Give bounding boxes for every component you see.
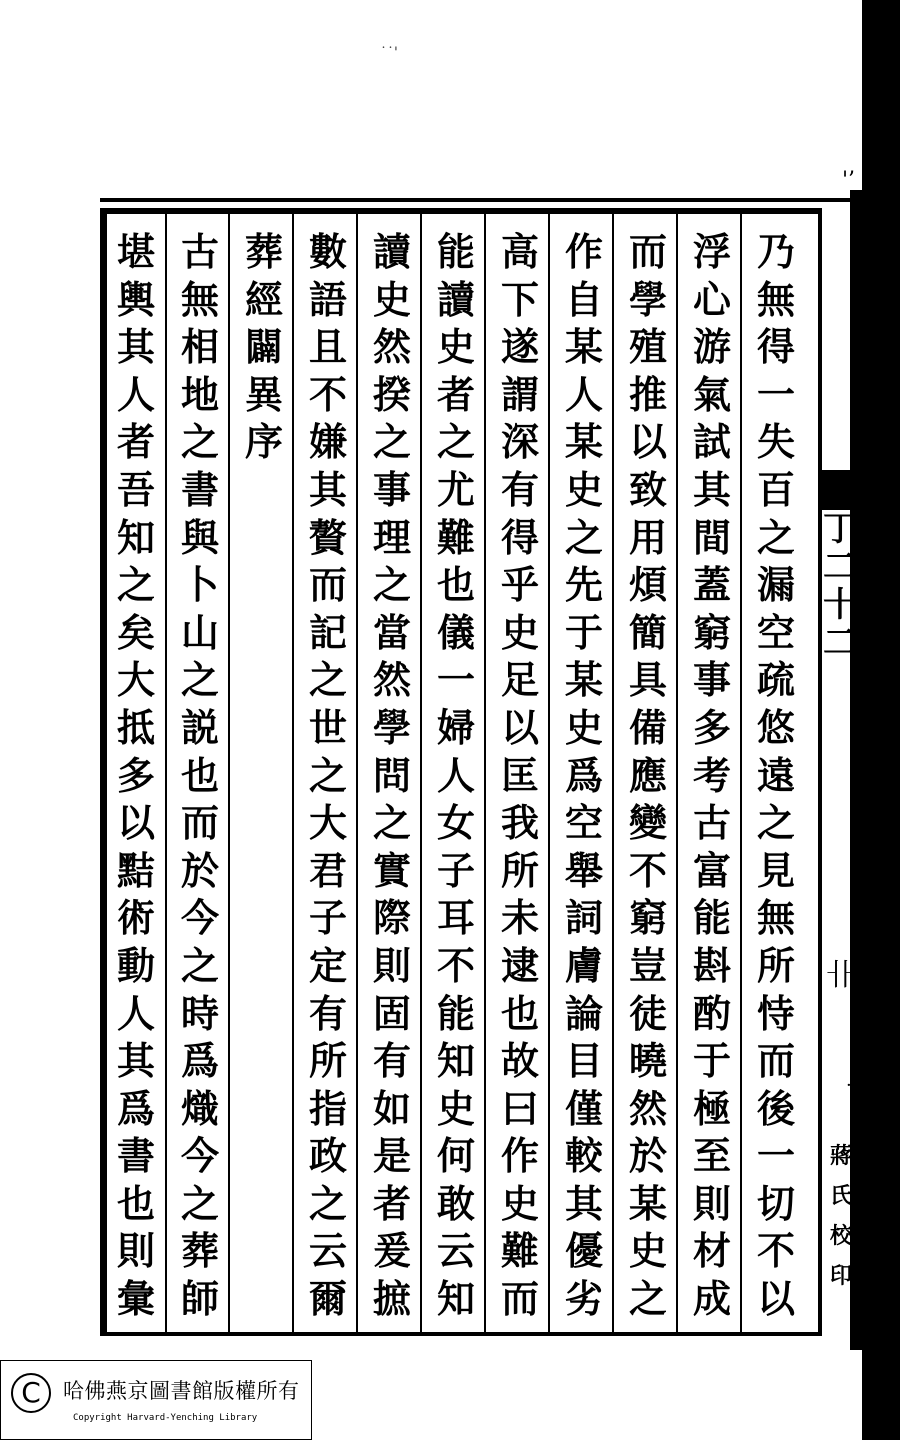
- character: 之: [308, 657, 347, 703]
- character: 史: [500, 609, 539, 655]
- character: 某: [628, 1180, 667, 1226]
- character: 恃: [756, 990, 795, 1036]
- character: 古: [180, 229, 219, 274]
- character: 之: [180, 419, 219, 465]
- character: 所: [308, 1038, 347, 1084]
- character: 窮: [692, 609, 731, 655]
- character: 足: [500, 657, 539, 703]
- folio-character: 丁: [823, 509, 857, 549]
- character: 地: [180, 371, 219, 417]
- character: 不: [756, 1228, 795, 1274]
- character: 簡: [628, 609, 667, 655]
- character: 人: [564, 371, 603, 417]
- character: 學: [628, 276, 667, 322]
- column-rule: [612, 214, 614, 1332]
- character: 知: [436, 1276, 475, 1322]
- character: 讀: [436, 276, 475, 322]
- character: 今: [180, 895, 219, 941]
- character: 煩: [628, 562, 667, 608]
- character: 史: [372, 276, 411, 322]
- character: 史: [628, 1228, 667, 1274]
- character: 爰: [372, 1228, 411, 1274]
- seal-character: 校: [829, 1223, 852, 1249]
- copyright-chinese: 哈佛燕京圖書館版權所有: [63, 1379, 300, 1403]
- character: 世: [308, 704, 347, 750]
- character: 得: [500, 514, 539, 560]
- character: 與: [180, 514, 219, 560]
- character: 卜: [180, 562, 219, 608]
- character: 匡: [500, 752, 539, 798]
- character: 一: [756, 1133, 795, 1179]
- character: 乃: [756, 229, 795, 274]
- character: 空: [756, 609, 795, 655]
- folio-label: [818, 510, 862, 662]
- character: 不: [308, 371, 347, 417]
- character: 然: [372, 324, 411, 370]
- character: 然: [372, 657, 411, 703]
- column-rule: [420, 214, 422, 1332]
- column-rule: [292, 214, 294, 1332]
- character: 吾: [116, 466, 155, 512]
- character: 先: [564, 562, 603, 608]
- character: 曉: [628, 1038, 667, 1084]
- character: 葬: [180, 1228, 219, 1274]
- character: 其: [692, 466, 731, 512]
- character: 膚: [564, 942, 603, 988]
- character: 富: [692, 847, 731, 893]
- character: 所: [756, 942, 795, 988]
- character: 之: [372, 800, 411, 846]
- character: 較: [564, 1133, 603, 1179]
- character: 劣: [564, 1276, 603, 1322]
- character: 之: [756, 514, 795, 560]
- character: 後: [756, 1085, 795, 1131]
- character: 未: [500, 895, 539, 941]
- character: 人: [116, 990, 155, 1036]
- character: 用: [628, 514, 667, 560]
- character: 之: [116, 562, 155, 608]
- character: 酌: [692, 990, 731, 1036]
- character: 人: [116, 371, 155, 417]
- character: 之: [436, 419, 475, 465]
- character: 彙: [116, 1276, 155, 1322]
- text-column: [558, 228, 610, 1323]
- character: 時: [180, 990, 219, 1036]
- column-rule: [165, 214, 167, 1332]
- character: 者: [116, 419, 155, 465]
- character: 山: [180, 609, 219, 655]
- character: 以: [628, 419, 667, 465]
- character: 術: [116, 895, 155, 941]
- character: 之: [756, 800, 795, 846]
- character: 之: [628, 1276, 667, 1322]
- character: 目: [564, 1038, 603, 1084]
- character: 難: [500, 1228, 539, 1274]
- character: 人: [436, 752, 475, 798]
- character: 能: [692, 895, 731, 941]
- character: 也: [180, 752, 219, 798]
- character: 事: [372, 466, 411, 512]
- character: 之: [180, 657, 219, 703]
- character: 於: [180, 847, 219, 893]
- column-rule: [228, 214, 230, 1332]
- character: 以: [756, 1276, 795, 1322]
- character: 疏: [756, 657, 795, 703]
- character: 游: [692, 324, 731, 370]
- column-rule: [356, 214, 358, 1332]
- character: 之: [180, 942, 219, 988]
- character: 某: [564, 657, 603, 703]
- margin-dot: ·: [846, 1075, 852, 1096]
- character: 僅: [564, 1085, 603, 1131]
- text-column: [110, 228, 162, 1323]
- character: 動: [116, 942, 155, 988]
- character: 而: [756, 1038, 795, 1084]
- character: 間: [692, 514, 731, 560]
- character: 理: [372, 514, 411, 560]
- character: 謂: [500, 371, 539, 417]
- character: 多: [692, 704, 731, 750]
- character: 問: [372, 752, 411, 798]
- character: 其: [308, 466, 347, 512]
- character: 之: [180, 1180, 219, 1226]
- character: 高: [500, 229, 539, 274]
- character: 以: [500, 704, 539, 750]
- character: 也: [500, 990, 539, 1036]
- character: 遂: [500, 324, 539, 370]
- character: 子: [308, 895, 347, 941]
- character: 語: [308, 276, 347, 322]
- character: 矣: [116, 609, 155, 655]
- character: 堪: [116, 229, 155, 274]
- character: 史: [564, 466, 603, 512]
- character: 失: [756, 419, 795, 465]
- character: 考: [692, 752, 731, 798]
- character: 得: [756, 324, 795, 370]
- character: 而: [628, 229, 667, 274]
- character: 敢: [436, 1180, 475, 1226]
- character: 至: [692, 1133, 731, 1179]
- character: 爲: [180, 1038, 219, 1084]
- character: 相: [180, 324, 219, 370]
- column-rule: [740, 214, 742, 1332]
- character: 爲: [116, 1085, 155, 1131]
- character: 且: [308, 324, 347, 370]
- character: 摭: [372, 1276, 411, 1322]
- character: 知: [116, 514, 155, 560]
- character: 記: [308, 609, 347, 655]
- character: 切: [756, 1180, 795, 1226]
- character: 逮: [500, 942, 539, 988]
- character: 嫌: [308, 419, 347, 465]
- character: 是: [372, 1133, 411, 1179]
- character: 大: [308, 800, 347, 846]
- character: 優: [564, 1228, 603, 1274]
- character: 難: [436, 514, 475, 560]
- character: 某: [564, 419, 603, 465]
- text-column: [622, 228, 674, 1323]
- character: 贅: [308, 514, 347, 560]
- character: 應: [628, 752, 667, 798]
- character: 序: [244, 419, 283, 465]
- character: 熾: [180, 1085, 219, 1131]
- character: 作: [564, 229, 603, 274]
- character: 之: [308, 752, 347, 798]
- character: 能: [436, 229, 475, 274]
- column-rule: [484, 214, 486, 1332]
- character: 極: [692, 1085, 731, 1131]
- character: 於: [628, 1133, 667, 1179]
- frame-top-rule: [100, 198, 860, 202]
- character: 大: [116, 657, 155, 703]
- character: 空: [564, 800, 603, 846]
- character: 其: [116, 324, 155, 370]
- character: 無: [756, 276, 795, 322]
- character: 婦: [436, 704, 475, 750]
- margin-mark: 卝: [826, 958, 856, 993]
- character: 無: [180, 276, 219, 322]
- character: 經: [244, 276, 283, 322]
- character: 也: [436, 562, 475, 608]
- column-rule: [676, 214, 678, 1332]
- character: 之: [372, 419, 411, 465]
- character: 女: [436, 800, 475, 846]
- character: 揆: [372, 371, 411, 417]
- character: 成: [692, 1276, 731, 1322]
- seal-character: 氏: [829, 1183, 852, 1209]
- character: 殖: [628, 324, 667, 370]
- character: 書: [116, 1133, 155, 1179]
- character: 見: [756, 847, 795, 893]
- character: 乎: [500, 562, 539, 608]
- text-column: [238, 228, 290, 466]
- character: 論: [564, 990, 603, 1036]
- scan-speck: ˙˙': [380, 45, 398, 61]
- character: 漏: [756, 562, 795, 608]
- character: 某: [564, 324, 603, 370]
- character: 闢: [244, 324, 283, 370]
- seal-character: 蔣: [829, 1143, 852, 1169]
- character: 今: [180, 1133, 219, 1179]
- character: 古: [692, 800, 731, 846]
- character: 不: [628, 847, 667, 893]
- character: 政: [308, 1133, 347, 1179]
- character: 有: [308, 990, 347, 1036]
- character: 際: [372, 895, 411, 941]
- character: 蓋: [692, 562, 731, 608]
- character: 浮: [692, 229, 731, 274]
- copyright-icon: C: [11, 1373, 51, 1413]
- seal-character: 印: [829, 1263, 852, 1289]
- character: 之: [308, 1180, 347, 1226]
- character: 君: [308, 847, 347, 893]
- column-rule: [548, 214, 550, 1332]
- character: 書: [180, 466, 219, 512]
- character: 云: [308, 1228, 347, 1274]
- character: 而: [180, 800, 219, 846]
- character: 史: [500, 1180, 539, 1226]
- character: 致: [628, 466, 667, 512]
- text-column: [686, 228, 738, 1323]
- text-column: [494, 228, 546, 1323]
- character: 事: [692, 657, 731, 703]
- character: 師: [180, 1276, 219, 1322]
- character: 抵: [116, 704, 155, 750]
- character: 我: [500, 800, 539, 846]
- character: 下: [500, 276, 539, 322]
- character: 而: [308, 562, 347, 608]
- character: 備: [628, 704, 667, 750]
- character: 爾: [308, 1276, 347, 1322]
- character: 云: [436, 1228, 475, 1274]
- character: 輿: [116, 276, 155, 322]
- character: 爲: [564, 752, 603, 798]
- character: 史: [436, 324, 475, 370]
- character: 百: [756, 466, 795, 512]
- character: 有: [372, 1038, 411, 1084]
- character: 心: [692, 276, 731, 322]
- character: 深: [500, 419, 539, 465]
- character: 所: [500, 847, 539, 893]
- copyright-english: Copyright Harvard-Yenching Library: [73, 1413, 258, 1423]
- text-column: [174, 228, 226, 1323]
- character: 讀: [372, 229, 411, 274]
- character: 故: [500, 1038, 539, 1084]
- character: 實: [372, 847, 411, 893]
- character: 説: [180, 704, 219, 750]
- character: 指: [308, 1085, 347, 1131]
- character: 能: [436, 990, 475, 1036]
- character: 學: [372, 704, 411, 750]
- character: 其: [564, 1180, 603, 1226]
- folio-character: 十: [823, 585, 857, 625]
- character: 則: [692, 1180, 731, 1226]
- character: 不: [436, 942, 475, 988]
- character: 無: [756, 895, 795, 941]
- text-column: [366, 228, 418, 1323]
- character: 葬: [244, 229, 283, 274]
- character: 當: [372, 609, 411, 655]
- character: 試: [692, 419, 731, 465]
- character: 曰: [500, 1085, 539, 1131]
- character: 一: [756, 371, 795, 417]
- character: 具: [628, 657, 667, 703]
- character: 也: [116, 1180, 155, 1226]
- character: 詞: [564, 895, 603, 941]
- character: 多: [116, 752, 155, 798]
- character: 何: [436, 1133, 475, 1179]
- character: 豈: [628, 942, 667, 988]
- book-spine-shadow: [862, 0, 900, 1440]
- character: 定: [308, 942, 347, 988]
- character: 于: [692, 1038, 731, 1084]
- character: 悠: [756, 704, 795, 750]
- folio-character: 二: [823, 623, 857, 663]
- character: 材: [692, 1228, 731, 1274]
- character: 黠: [116, 847, 155, 893]
- folio-character: 二: [823, 547, 857, 587]
- character: 則: [116, 1228, 155, 1274]
- corner-mark: '’: [842, 168, 856, 193]
- character: 一: [436, 657, 475, 703]
- character: 其: [116, 1038, 155, 1084]
- character: 儀: [436, 609, 475, 655]
- character: 則: [372, 942, 411, 988]
- text-column: [430, 228, 482, 1323]
- character: 史: [564, 704, 603, 750]
- character: 舉: [564, 847, 603, 893]
- character: 變: [628, 800, 667, 846]
- character: 史: [436, 1085, 475, 1131]
- character: 作: [500, 1133, 539, 1179]
- character: 推: [628, 371, 667, 417]
- character: 子: [436, 847, 475, 893]
- character: 之: [372, 562, 411, 608]
- character: 自: [564, 276, 603, 322]
- character: 之: [564, 514, 603, 560]
- character: 以: [116, 800, 155, 846]
- character: 者: [372, 1180, 411, 1226]
- text-column: [302, 228, 354, 1323]
- character: 尤: [436, 466, 475, 512]
- character: 遠: [756, 752, 795, 798]
- character: 而: [500, 1276, 539, 1322]
- character: 如: [372, 1085, 411, 1131]
- character: 耳: [436, 895, 475, 941]
- character: 數: [308, 229, 347, 274]
- copyright-box: [0, 1360, 312, 1440]
- character: 異: [244, 371, 283, 417]
- character: 固: [372, 990, 411, 1036]
- character: 有: [500, 466, 539, 512]
- margin-black-mark: [822, 470, 862, 510]
- character: 然: [628, 1085, 667, 1131]
- character: 窮: [628, 895, 667, 941]
- character: 者: [436, 371, 475, 417]
- owner-seal: [818, 1130, 862, 1330]
- text-column: [750, 228, 802, 1323]
- character: 知: [436, 1038, 475, 1084]
- character: 徒: [628, 990, 667, 1036]
- character: 氣: [692, 371, 731, 417]
- character: 于: [564, 609, 603, 655]
- character: 斟: [692, 942, 731, 988]
